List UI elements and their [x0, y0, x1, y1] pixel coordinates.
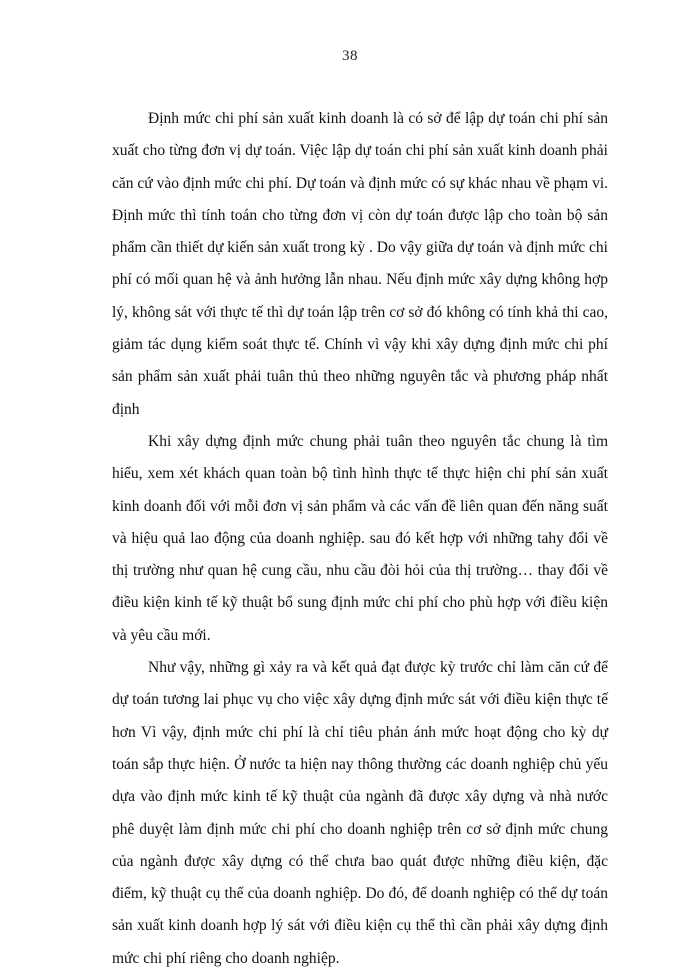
document-body	[112, 103, 608, 975]
paragraph-2: Khi xây dựng định mức chung phải tuân theo nguyên tắc chung là tìm hiểu, xem xét khách quan toàn bộ tình hình thực tế thực hiện chi phí sản xuất kinh doanh đối với mỗi đơn vị sản phẩm và các vấn đề liên quan đến năng suất và hiệu quả lao động của doanh nghiệp. sau đó kết hợp với những tahy đổi về thị trường như quan hệ cung cầu, nhu cầu đòi hỏi của thị trường… thay đổi về điều kiện kinh tế kỹ thuật bổ sung định mức chi phí cho phù hợp với điều kiện và yêu cầu mới.	[112, 432, 608, 644]
paragraph-3: Như vậy, những gì xảy ra và kết quả đạt được kỳ trước chỉ làm căn cứ để dự toán tương lai phục vụ cho việc xây dựng định mức sát với điều kiện thực tế hơn Vì vậy, định mức chi phí là chỉ tiêu phản ánh mức hoạt động cho kỳ dự toán sắp thực hiện. Ở nước ta hiện nay thông thường các doanh nghiệp chủ yếu dựa vào định mức kinh tế kỹ thuật của ngành đã được xây dựng và nhà nước phê duyệt làm định mức chi phí cho doanh nghiệp trên cơ sở định mức chung của ngành được xây dựng có thể chưa bao quát được những điều kiện, đặc điểm, kỹ thuật cụ thể của doanh nghiệp. Do đó, để doanh nghiệp có thể dự toán sản xuất kinh doanh hợp lý sát với điều kiện cụ thể thì cần phải xây dựng định mức chi phí riêng cho doanh nghiệp.	[112, 659, 608, 967]
paragraph-1: Định mức chi phí sản xuất kinh doanh là có sở để lập dự toán chi phí sản xuất cho từng đơn vị dự toán. Việc lập dự toán chi phí sản xuất kinh doanh phải căn cứ vào định mức chi phí. Dự toán và định mức có sự khác nhau về phạm vi. Định mức thì tính toán cho từng đơn vị còn dự toán được lập cho toàn bộ sản phẩm cần thiết dự kiến sản xuất trong kỳ . Do vậy giữa dự toán và định mức chi phí có mối quan hệ và ảnh hưởng lẫn nhau. Nếu định mức xây dựng không hợp lý, không sát với thực tế thì dự toán lập trên cơ sở đó không có tính khả thi cao, giảm tác dụng kiểm soát thực tế. Chính vì vậy khi xây dựng định mức chi phí sản phẩm sản xuất phải tuân thủ theo những nguyên tắc và phương pháp nhất định	[112, 110, 608, 418]
page-number: 38	[342, 48, 358, 64]
